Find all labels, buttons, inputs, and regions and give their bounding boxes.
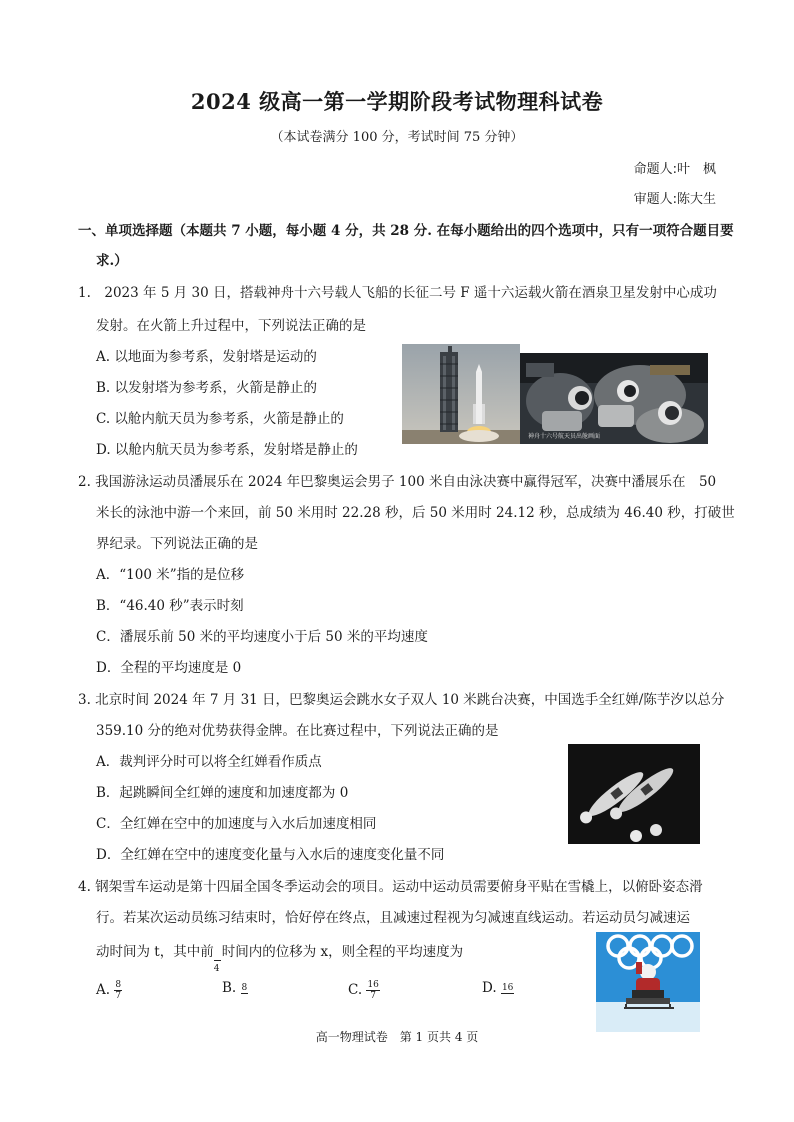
rocket-launch-photo <box>402 344 520 444</box>
q3-stem-line2: 359.10 分的绝对优势获得金牌。在比赛过程中，下列说法正确的是 <box>96 723 499 739</box>
reviewer-label: 审题人:陈大生 <box>633 192 716 207</box>
diving-photo <box>568 744 700 844</box>
q3-stem-line1: 3. 北京时间 2024 年 7 月 31 日，巴黎奥运会跳水女子双人 10 米跳台决赛，中国选手全红婵/陈芋汐以总分 <box>78 692 725 708</box>
q1-stem-line2: 发射。在火箭上升过程中，下列说法正确的是 <box>96 318 366 334</box>
q1-option-a: A. 以地面为参考系，发射塔是运动的 <box>96 349 317 365</box>
q1-option-c: C. 以舱内航天员为参考系，火箭是静止的 <box>96 411 344 427</box>
q4-fraction-denominator: 4 <box>213 964 220 974</box>
q4-stem-line2: 行。若某次运动员练习结束时，恰好停在终点，且减速过程视为匀减速直线运动。若运动员匀减速运 <box>96 910 690 926</box>
q2-option-b: B．“46.40 秒”表示时刻 <box>96 598 244 614</box>
author-label: 命题人:叶 枫 <box>633 162 716 177</box>
skeleton-photo <box>596 932 700 1032</box>
q2-stem-line2: 米长的泳池中游一个来回，前 50 米用时 22.28 秒，后 50 米用时 24.12 秒，总成绩为 46.40 秒，打破世 <box>96 505 735 521</box>
q4-option-c: C. $\frac{16}{7}$ <box>348 980 379 1001</box>
q4-stem-line3 <box>96 940 464 974</box>
q4-stem-line1: 4. 钢架雪车运动是第十四届全国冬季运动会的项目。运动中运动员需要俯身平贴在雪橇上，以俯卧姿态滑 <box>78 879 703 895</box>
q1-option-d: D. 以舱内航天员为参考系，发射塔是静止的 <box>96 442 358 458</box>
q1-option-b: B. 以发射塔为参考系，火箭是静止的 <box>96 380 318 396</box>
q1-stem-line1: 1. 2023 年 5 月 30 日，搭载神舟十六号载人飞船的长征二号 F 遥十六运载火箭在酒泉卫星发射中心成功 <box>78 285 717 301</box>
q4-stem-line3-a: 动时间为 t，其中前 <box>96 944 214 960</box>
astronaut-photo <box>520 353 708 444</box>
photo-caption: 神舟十六号航天员出舱画面 <box>528 433 601 440</box>
q4-option-d: D. 16 <box>482 980 514 996</box>
q4-option-a: A. $\frac{8}{7}$ <box>96 980 122 1001</box>
section-heading: 一、单项选择题（本题共 7 小题，每小题 4 分，共 28 分. 在每小题给出的四个选项中，只有一项符合题目要 <box>78 223 734 239</box>
q4-option-b: B. 8 <box>222 980 248 996</box>
q2-option-d: D．全程的平均速度是 0 <box>96 660 242 676</box>
q3-option-c: C．全红婵在空中的加速度与入水后加速度相同 <box>96 816 377 832</box>
q3-option-b: B．起跳瞬间全红婵的速度和加速度都为 0 <box>96 785 349 801</box>
q2-option-c: C．潘展乐前 50 米的平均速度小于后 50 米的平均速度 <box>96 629 428 645</box>
q2-option-a: A．“100 米”指的是位移 <box>96 567 245 583</box>
q2-stem-line3: 界纪录。下列说法正确的是 <box>96 536 258 552</box>
exam-info: （本试卷满分 100 分，考试时间 75 分钟） <box>270 130 524 145</box>
section-heading-cont: 求.） <box>96 253 128 269</box>
q3-option-d: D．全红婵在空中的速度变化量与入水后的速度变化量不同 <box>96 847 445 863</box>
q2-stem-line1: 2. 我国游泳运动员潘展乐在 2024 年巴黎奥运会男子 100 米自由泳决赛中赢得冠军，决赛中潘展乐在 50 <box>78 474 717 490</box>
page-footer: 高一物理试卷 第 1 页共 4 页 <box>315 1030 479 1044</box>
q4-stem-line3-b: 时间内的位移为 x，则全程的平均速度为 <box>221 944 464 960</box>
page-title: 2024 级高一第一学期阶段考试物理科试卷 <box>190 89 604 114</box>
q3-option-a: A．裁判评分时可以将全红婵看作质点 <box>96 754 322 770</box>
